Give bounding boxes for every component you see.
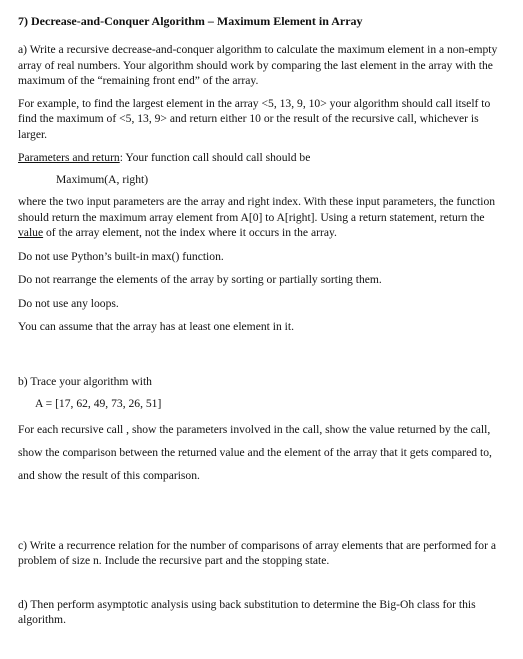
trace-array: A = [17, 62, 49, 73, 26, 51] (35, 397, 162, 410)
rule-no-max: Do not use Python’s built-in max() function. (18, 249, 224, 263)
parameters-description (18, 194, 510, 241)
where-text-2: of the array element, not the index where it occurs in the array. (43, 226, 337, 239)
part-b-detail: For each recursive call , show the parameters involved in the call, show the value returned by the call, show the comparison between the returned value and the element of the array that it gets compared to, and show the result of this comparison. (18, 422, 492, 482)
value-emphasis: value (18, 226, 44, 239)
parameters-text: : Your function call should call should be (119, 151, 311, 164)
part-c-text: c) Write a recurrence relation for the number of comparisons of array elements that are performed for a problem of size n. Include the recursive part and the stopping state. (18, 538, 496, 567)
parameters-heading: Parameters and return (18, 151, 120, 164)
part-a-intro: a) Write a recursive decrease-and-conquer algorithm to calculate the maximum element in a non-empty array of real numbers. Your algorithm should work by comparing the last element in the array with the maximum of the “remaining front end” of the array. (18, 43, 498, 87)
part-a-example: For example, to find the largest element in the array <5, 13, 9, 10> your algorithm should call itself to find the maximum of <5, 13, 9> and return either 10 or the result of the recursive call, whichever is larger. (18, 96, 491, 141)
rule-no-loops: Do not use any loops. (18, 296, 119, 310)
call-signature: Maximum(A, right) (56, 172, 149, 186)
part-d-text: d) Then perform asymptotic analysis using back substitution to determine the Big-Oh class for this algorithm. (18, 597, 476, 626)
parameters-and-return (18, 150, 510, 166)
assumption-text: You can assume that the array has at least one element in it. (18, 320, 295, 333)
assignment-document (18, 13, 510, 628)
part-b-intro: b) Trace your algorithm with (18, 374, 152, 388)
rule-no-sort: Do not rearrange the elements of the array by sorting or partially sorting them. (18, 273, 382, 286)
question-title: 7) Decrease-and-Conquer Algorithm – Maximum Element in Array (18, 14, 363, 28)
where-text-1: where the two input parameters are the array and right index. With these input parameters, the function should return the maximum array element from A[0] to A[right]. Using a return statement, return the (18, 195, 496, 224)
